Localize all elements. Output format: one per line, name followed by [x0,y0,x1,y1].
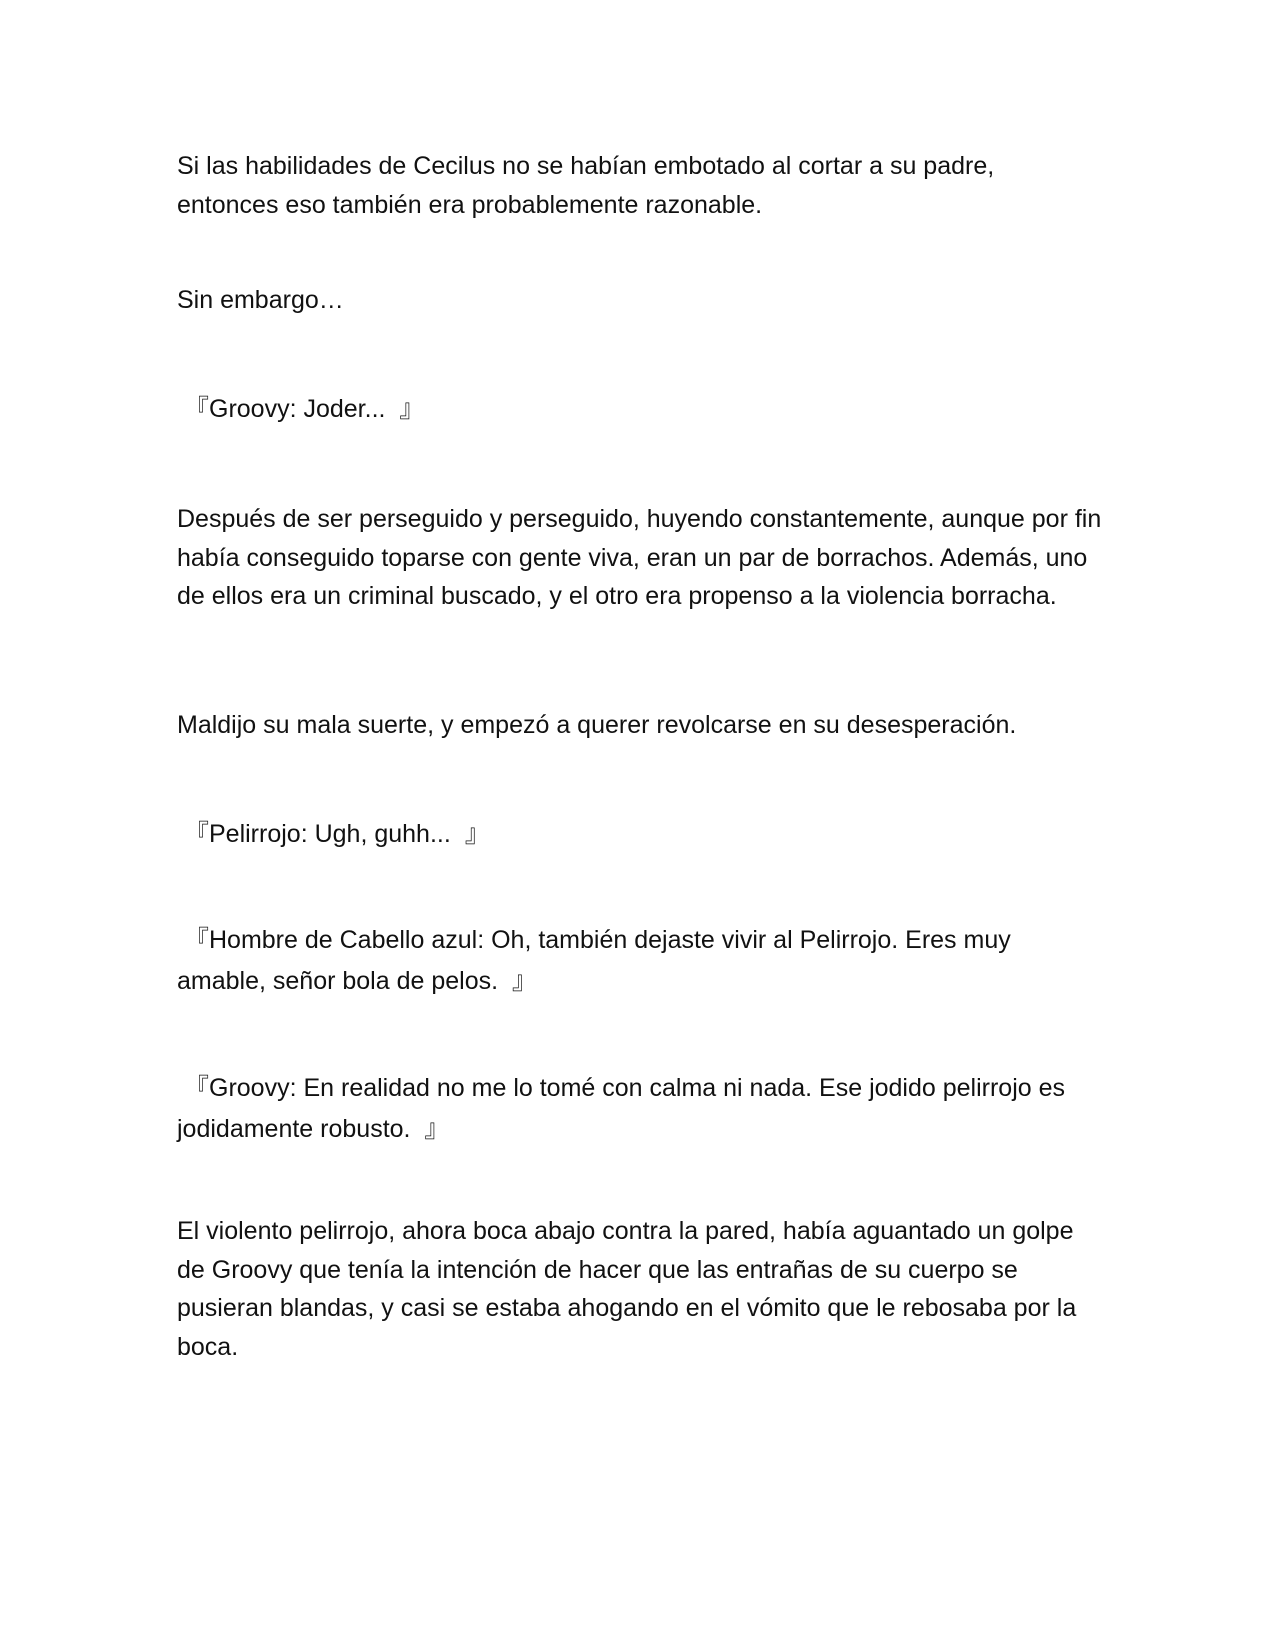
dialogue-groovy-joder: 『Groovy: Joder... 』 [184,395,425,423]
paragraph-cecilus-skills: Si las habilidades de Cecilus no se habían embotado al cortar a su padre, entonces eso también era probablemente razonable. [177,152,995,219]
dialogue-pelirrojo: 『Pelirrojo: Ugh, guhh... 』 [184,820,490,848]
paragraph-bad-luck: Maldijo su mala suerte, y empezó a querer revolcarse en su desesperación. [177,711,1017,739]
paragraph-sin-embargo: Sin embargo… [177,286,344,314]
paragraph-violento-pelirrojo: El violento pelirrojo, ahora boca abajo contra la pared, había aguantado un golpe de Groovy que tenía la intención de hacer que las entrañas de su cuerpo se pusieran blandas, y casi se estaba ahogando en el vómito que le rebosaba por la boca. [177,1217,1077,1361]
dialogue-groovy-robusto: 『Groovy: En realidad no me lo tomé con calma ni nada. Ese jodido pelirrojo es jodidamente robusto. 』 [177,1074,1066,1143]
dialogue-hombre-cabello-azul: 『Hombre de Cabello azul: Oh, también dejaste vivir al Pelirrojo. Eres muy amable, señor bola de pelos. 』 [177,926,1011,995]
paragraph-persecution: Después de ser perseguido y perseguido, huyendo constantemente, aunque por fin había conseguido toparse con gente viva, eran un par de borrachos. Además, uno de ellos era un criminal buscado, y el otro era propenso a la violencia borracha. [177,505,1102,610]
